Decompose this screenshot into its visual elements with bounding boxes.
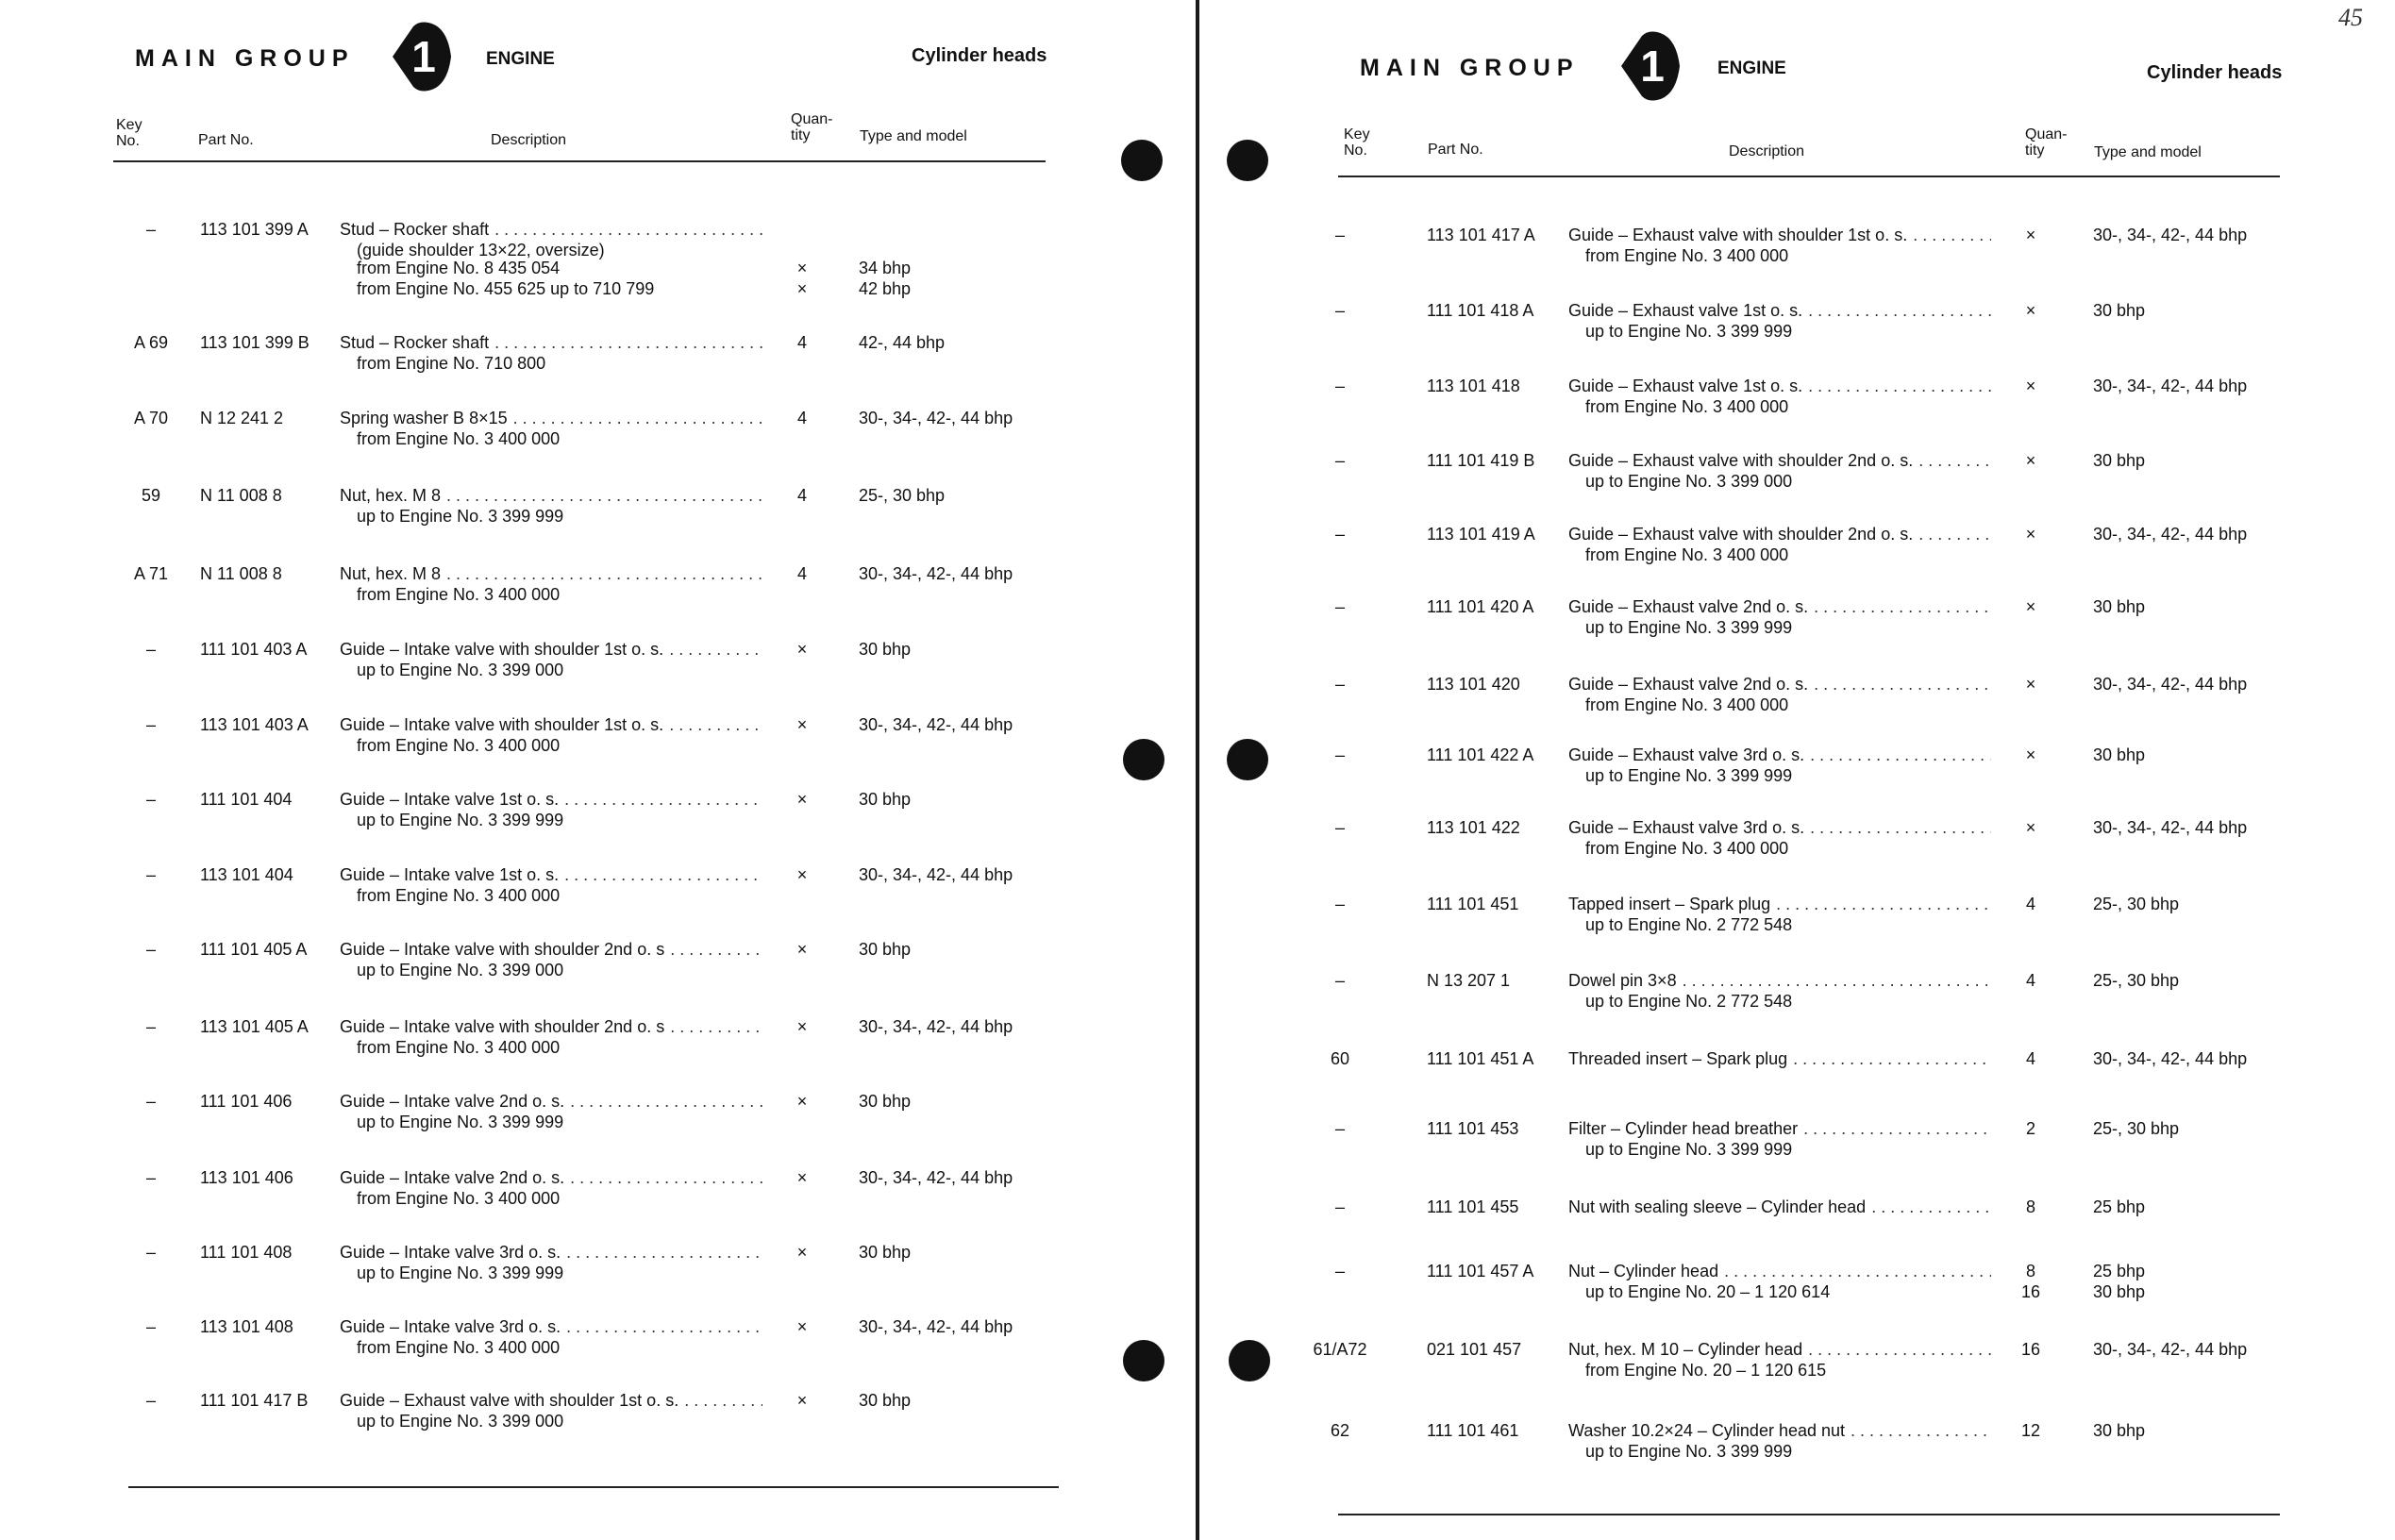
binder-hole — [1227, 739, 1268, 780]
type-model-value: 30 bhp — [2093, 1421, 2146, 1440]
type-model-value: 30-, 34-, 42-, 44 bhp — [859, 564, 1013, 583]
type-model-value: 30-, 34-, 42-, 44 bhp — [859, 1168, 1013, 1187]
type-model — [2093, 970, 2179, 991]
description-note: up to Engine No. 3 399 000 — [357, 961, 564, 979]
description-note: up to Engine No. 3 399 999 — [357, 1264, 564, 1282]
key-number: – — [145, 1092, 156, 1111]
col-desc-header: Description — [491, 132, 567, 148]
type-model-value: 30-, 34-, 42-, 44 bhp — [859, 865, 1013, 884]
description-text: Nut – Cylinder head — [1568, 1262, 1719, 1281]
description-text: Stud – Rocker shaft — [340, 333, 490, 352]
part-number: 111 101 406 — [200, 1092, 293, 1111]
key-number: – — [1334, 525, 1345, 544]
type-model — [2093, 674, 2247, 695]
description-note: (guide shoulder 13×22, oversize) — [357, 241, 605, 259]
type-model — [2093, 1048, 2247, 1069]
description-text: Nut, hex. M 8 — [340, 564, 442, 583]
key-number: – — [1334, 377, 1345, 395]
key-number: – — [145, 1317, 156, 1336]
quantity-value: × — [796, 715, 808, 734]
dot-leader — [1913, 225, 1991, 245]
key-number: – — [1334, 745, 1345, 764]
type-model-value: 30 bhp — [859, 640, 912, 659]
type-model-value: 30-, 34-, 42-, 44 bhp — [859, 1317, 1013, 1336]
col-type-header: Type and model — [860, 128, 967, 144]
key-number: A 70 — [133, 409, 169, 427]
part-number: 111 101 451 A — [1427, 1049, 1534, 1068]
part-number: 111 101 451 — [1427, 895, 1519, 913]
part-number: N 12 241 2 — [200, 409, 284, 427]
description-note: from Engine No. 3 400 000 — [357, 1338, 561, 1357]
type-model-value: 25 bhp — [2093, 1262, 2146, 1281]
key-number: – — [1334, 451, 1345, 470]
dot-leader — [1808, 1339, 1991, 1360]
quantity — [2012, 1420, 2050, 1441]
description-note: up to Engine No. 3 399 999 — [1585, 618, 1793, 637]
description-text: Guide – Exhaust valve 3rd o. s. — [1568, 745, 1805, 764]
description-text: Guide – Intake valve 2nd o. s. — [340, 1168, 565, 1187]
type-model — [2093, 225, 2247, 245]
type-model-value: 30 bhp — [2093, 1282, 2146, 1301]
description-text: Dowel pin 3×8 — [1568, 971, 1677, 990]
type-model — [2093, 817, 2247, 838]
part-number: N 11 008 8 — [200, 486, 282, 505]
header-rule — [1338, 176, 2280, 177]
col-qty-header: Quan- tity — [791, 111, 833, 143]
description-text: Guide – Exhaust valve with shoulder 1st o. s. — [340, 1391, 679, 1410]
quantity — [2012, 300, 2050, 321]
dot-leader — [1810, 817, 1991, 838]
description-text: Guide – Intake valve with shoulder 1st o. s. — [340, 715, 664, 734]
description-text: Guide – Exhaust valve 3rd o. s. — [1568, 818, 1805, 837]
section-title: Cylinder heads — [2147, 62, 2283, 83]
main-group-title: MAIN GROUP — [135, 45, 355, 72]
quantity-value: × — [796, 640, 808, 659]
description-text: Guide – Intake valve 3rd o. s. — [340, 1317, 561, 1336]
description-text: Nut, hex. M 8 — [340, 486, 442, 505]
key-number: – — [145, 940, 156, 959]
engine-label: ENGINE — [1717, 59, 1786, 78]
section-title: Cylinder heads — [912, 45, 1047, 66]
part-number: N 13 207 1 — [1427, 971, 1511, 990]
dot-leader — [1851, 1420, 1991, 1441]
quantity-value: × — [2025, 597, 2036, 616]
description — [1568, 894, 1991, 935]
quantity — [2012, 970, 2050, 991]
quantity — [2012, 1048, 2050, 1069]
description-text: Guide – Exhaust valve with shoulder 1st o. s. — [1568, 226, 1908, 244]
type-model-value: 30 bhp — [2093, 597, 2146, 616]
key-number: – — [145, 865, 156, 884]
part-number: 111 101 457 A — [1427, 1262, 1534, 1281]
part-number: 113 101 418 — [1427, 377, 1520, 395]
key-number: 62 — [1330, 1421, 1350, 1440]
part-number: 113 101 420 — [1427, 675, 1520, 694]
quantity-value: × — [796, 1391, 808, 1410]
description-note: up to Engine No. 3 399 999 — [357, 811, 564, 829]
description-note: from Engine No. 3 400 000 — [357, 1038, 561, 1057]
description-note: up to Engine No. 3 399 999 — [1585, 322, 1793, 341]
quantity-value: 4 — [2025, 971, 2035, 990]
type-model-value: 34 bhp — [859, 259, 912, 277]
key-number: – — [145, 790, 156, 809]
quantity — [2012, 1197, 2050, 1217]
quantity-value: × — [796, 1317, 808, 1336]
description-note: from Engine No. 3 400 000 — [357, 736, 561, 755]
type-model — [2093, 894, 2179, 914]
quantity-value: × — [2025, 525, 2036, 544]
description — [1568, 225, 1991, 266]
col-type-header: Type and model — [2094, 144, 2202, 160]
quantity-value: × — [2025, 745, 2036, 764]
description-note: from Engine No. 3 400 000 — [1585, 246, 1789, 265]
part-number: 111 101 453 — [1427, 1119, 1519, 1138]
key-number: – — [1334, 1262, 1345, 1281]
type-model-value: 30 bhp — [859, 1243, 912, 1262]
description-note: from Engine No. 710 800 — [357, 354, 546, 373]
type-model-value: 25 bhp — [2093, 1197, 2146, 1216]
quantity-value: × — [796, 1092, 808, 1111]
description-text: Filter – Cylinder head breather — [1568, 1119, 1799, 1138]
type-model-value: 30-, 34-, 42-, 44 bhp — [2093, 1049, 2248, 1068]
dot-leader — [1724, 1261, 1991, 1281]
part-number: 113 101 408 — [200, 1317, 293, 1336]
key-number: – — [145, 1391, 156, 1410]
type-model — [2093, 1118, 2179, 1139]
quantity — [2012, 674, 2050, 695]
type-model-value: 30-, 34-, 42-, 44 bhp — [2093, 525, 2248, 544]
quantity-value: × — [796, 279, 808, 298]
description — [1568, 376, 1991, 417]
key-number: – — [145, 1243, 156, 1262]
quantity-value: × — [2025, 226, 2036, 244]
type-model-value: 25-, 30 bhp — [2093, 1119, 2180, 1138]
description-note: up to Engine No. 3 399 999 — [1585, 1140, 1793, 1159]
col-key-header: Key No. — [116, 117, 142, 149]
description-note: from Engine No. 3 400 000 — [1585, 839, 1789, 858]
description-note: from Engine No. 3 400 000 — [1585, 397, 1789, 416]
type-model — [2093, 1420, 2145, 1441]
part-number: 111 101 461 — [1427, 1421, 1519, 1440]
quantity-value: × — [796, 1168, 808, 1187]
quantity-value: 8 — [2025, 1262, 2035, 1281]
dot-leader — [1814, 596, 1991, 617]
description — [1568, 745, 1991, 786]
type-model-value: 30 bhp — [2093, 745, 2146, 764]
type-model-value: 25-, 30 bhp — [2093, 971, 2180, 990]
binder-hole — [1123, 739, 1164, 780]
group-badge-icon — [1610, 28, 1685, 104]
group-number-badge — [1610, 28, 1685, 104]
binder-hole — [1229, 1340, 1270, 1381]
dot-leader — [1803, 1118, 1991, 1139]
part-number: 111 101 455 — [1427, 1197, 1519, 1216]
part-number: 021 101 457 — [1427, 1340, 1522, 1359]
description — [1568, 970, 1991, 1012]
description — [1568, 596, 1991, 638]
footer-rule — [1338, 1514, 2280, 1515]
key-number: – — [1334, 597, 1345, 616]
quantity-value: × — [2025, 818, 2036, 837]
part-number: 111 101 417 B — [200, 1391, 309, 1410]
type-model-value: 30-, 34-, 42-, 44 bhp — [2093, 818, 2248, 837]
description-note: up to Engine No. 3 399 999 — [357, 1113, 564, 1131]
description-text: Spring washer B 8×15 — [340, 409, 508, 427]
key-number: – — [1334, 971, 1345, 990]
type-model-value: 30 bhp — [859, 940, 912, 959]
description — [1568, 674, 1991, 715]
key-number: 61/A72 — [1313, 1340, 1367, 1359]
type-model — [2093, 1197, 2145, 1217]
type-model-value: 30 bhp — [859, 1092, 912, 1111]
quantity — [2012, 596, 2050, 617]
description — [1568, 1048, 1991, 1069]
type-model — [2093, 524, 2247, 544]
quantity — [2012, 1261, 2050, 1302]
part-number: 113 101 399 B — [200, 333, 310, 352]
part-number: 111 101 408 — [200, 1243, 293, 1262]
type-model-value: 30-, 34-, 42-, 44 bhp — [859, 1017, 1013, 1036]
quantity-value: × — [796, 790, 808, 809]
description-note: from Engine No. 3 400 000 — [1585, 545, 1789, 564]
type-model-value: 30 bhp — [859, 790, 912, 809]
type-model — [2093, 745, 2145, 765]
quantity — [2012, 1118, 2050, 1139]
description-note: up to Engine No. 3 399 999 — [1585, 1442, 1793, 1461]
description-note: from Engine No. 455 625 up to 710 799 — [357, 279, 655, 298]
quantity-value: 4 — [2025, 895, 2035, 913]
type-model-value: 30-, 34-, 42-, 44 bhp — [2093, 377, 2248, 395]
key-number: – — [1334, 226, 1345, 244]
description-note: up to Engine No. 3 399 000 — [357, 661, 564, 679]
description — [1568, 1339, 1991, 1381]
quantity-value: 8 — [2025, 1197, 2035, 1216]
quantity — [2012, 450, 2050, 471]
description — [1568, 1197, 1991, 1217]
part-number: 113 101 404 — [200, 865, 293, 884]
type-model-value: 30-, 34-, 42-, 44 bhp — [2093, 675, 2248, 694]
part-number: 113 101 406 — [200, 1168, 293, 1187]
description-text: Tapped insert – Spark plug — [1568, 895, 1771, 913]
description-text: Guide – Exhaust valve with shoulder 2nd o. s. — [1568, 525, 1914, 544]
type-model — [2093, 450, 2145, 471]
key-number: 60 — [1330, 1049, 1350, 1068]
type-model-value: 42-, 44 bhp — [859, 333, 946, 352]
part-number: 113 101 405 A — [200, 1017, 309, 1036]
description-text: Guide – Exhaust valve with shoulder 2nd o. s. — [1568, 451, 1914, 470]
quantity-value: × — [2025, 377, 2036, 395]
group-number: 1 — [411, 32, 436, 81]
type-model — [2093, 376, 2247, 396]
part-number: 111 101 422 A — [1427, 745, 1534, 764]
description-note: from Engine No. 3 400 000 — [357, 429, 561, 448]
dot-leader — [1814, 674, 1991, 695]
binder-hole — [1227, 140, 1268, 181]
dot-leader — [1793, 1048, 1991, 1069]
quantity — [2012, 376, 2050, 396]
type-model — [2093, 300, 2145, 321]
description — [1568, 1420, 1991, 1462]
description-note: from Engine No. 20 – 1 120 615 — [1585, 1361, 1827, 1380]
part-number: 111 101 403 A — [200, 640, 308, 659]
group-number: 1 — [1640, 42, 1665, 91]
description-text: Guide – Intake valve 1st o. s. — [340, 865, 560, 884]
quantity-value: 4 — [796, 409, 807, 427]
quantity-value: 4 — [796, 486, 807, 505]
description-note: from Engine No. 3 400 000 — [357, 1189, 561, 1208]
type-model — [2093, 596, 2145, 617]
description-text: Guide – Exhaust valve 1st o. s. — [1568, 301, 1803, 320]
description-text: Nut, hex. M 10 – Cylinder head — [1568, 1340, 1803, 1359]
part-number: 111 101 420 A — [1427, 597, 1534, 616]
description-text: Guide – Intake valve with shoulder 2nd o. s — [340, 940, 665, 959]
type-model-value: 42 bhp — [859, 279, 912, 298]
col-qty-header: Quan- tity — [2025, 126, 2068, 159]
part-number: 113 101 403 A — [200, 715, 309, 734]
key-number: – — [145, 1168, 156, 1187]
key-number: – — [1334, 675, 1345, 694]
description-note: from Engine No. 3 400 000 — [357, 886, 561, 905]
quantity-value: 16 — [2020, 1340, 2041, 1359]
description — [1568, 1261, 1991, 1302]
part-number: 111 101 404 — [200, 790, 293, 809]
description-text: Guide – Intake valve 3rd o. s. — [340, 1243, 561, 1262]
quantity-value: × — [796, 940, 808, 959]
type-model-value: 30-, 34-, 42-, 44 bhp — [859, 715, 1013, 734]
description-note: up to Engine No. 2 772 548 — [1585, 992, 1793, 1011]
description-text: Stud – Rocker shaft — [340, 220, 490, 239]
description — [1568, 817, 1991, 859]
key-number: A 69 — [133, 333, 169, 352]
quantity — [2012, 894, 2050, 914]
description-note: up to Engine No. 3 399 999 — [357, 507, 564, 526]
description-text: Guide – Intake valve 2nd o. s. — [340, 1092, 565, 1111]
part-number: 113 101 419 A — [1427, 525, 1535, 544]
quantity — [2012, 1339, 2050, 1360]
quantity-value: × — [2025, 451, 2036, 470]
type-model — [2093, 1261, 2145, 1302]
quantity-value: 4 — [2025, 1049, 2035, 1068]
key-number: – — [1334, 895, 1345, 913]
quantity-value: 4 — [796, 333, 807, 352]
description — [1568, 300, 1991, 342]
key-number: – — [145, 1017, 156, 1036]
type-model-value: 30-, 34-, 42-, 44 bhp — [859, 409, 1013, 427]
part-number: 111 101 405 A — [200, 940, 308, 959]
quantity-value: × — [796, 865, 808, 884]
description — [1568, 450, 1991, 492]
part-number: 113 101 417 A — [1427, 226, 1535, 244]
description-text: Washer 10.2×24 – Cylinder head nut — [1568, 1421, 1846, 1440]
binder-hole — [1123, 1340, 1164, 1381]
quantity-value: × — [796, 259, 808, 277]
dot-leader — [1808, 300, 1991, 321]
quantity — [2012, 225, 2050, 245]
part-number: 113 101 422 — [1427, 818, 1520, 837]
quantity — [2012, 745, 2050, 765]
dot-leader — [1776, 894, 1991, 914]
binder-hole — [1121, 140, 1163, 181]
type-model-value: 30-, 34-, 42-, 44 bhp — [2093, 226, 2248, 244]
key-number: – — [145, 715, 156, 734]
dot-leader — [1871, 1197, 1991, 1217]
type-model-value: 25-, 30 bhp — [2093, 895, 2180, 913]
part-number: N 11 008 8 — [200, 564, 282, 583]
description-note: from Engine No. 8 435 054 — [357, 259, 561, 277]
quantity-value: 2 — [2025, 1119, 2035, 1138]
description-text: Guide – Intake valve with shoulder 2nd o. s — [340, 1017, 665, 1036]
description-text: Nut with sealing sleeve – Cylinder head — [1568, 1197, 1867, 1216]
main-group-title: MAIN GROUP — [1360, 55, 1580, 81]
type-model-value: 30 bhp — [2093, 451, 2146, 470]
key-number: – — [145, 220, 156, 239]
description-text: Guide – Exhaust valve 2nd o. s. — [1568, 597, 1809, 616]
quantity-value: × — [2025, 301, 2036, 320]
page-number-handwritten: 45 — [2338, 4, 2363, 31]
description-note: from Engine No. 3 400 000 — [357, 585, 561, 604]
type-model-value: 30-, 34-, 42-, 44 bhp — [2093, 1340, 2248, 1359]
key-number: – — [1334, 1119, 1345, 1138]
description-text: Threaded insert – Spark plug — [1568, 1049, 1788, 1068]
key-number: – — [1334, 818, 1345, 837]
quantity-value: × — [2025, 675, 2036, 694]
key-number: A 71 — [133, 564, 169, 583]
description-text: Guide – Intake valve with shoulder 1st o. s. — [340, 640, 664, 659]
description — [1568, 524, 1991, 565]
part-number: 113 101 399 A — [200, 220, 309, 239]
quantity-value: × — [796, 1017, 808, 1036]
description-note: up to Engine No. 3 399 000 — [1585, 472, 1793, 491]
dot-leader — [1683, 970, 1991, 991]
dot-leader — [1918, 524, 1991, 544]
type-model-value: 30 bhp — [859, 1391, 912, 1410]
type-model-value: 30 bhp — [2093, 301, 2146, 320]
key-number: – — [145, 640, 156, 659]
quantity-value: 4 — [796, 564, 807, 583]
col-part-header: Part No. — [198, 132, 254, 148]
description-text: Guide – Exhaust valve 2nd o. s. — [1568, 675, 1809, 694]
description-note: up to Engine No. 2 772 548 — [1585, 915, 1793, 934]
key-number: – — [1334, 301, 1345, 320]
part-number: 111 101 419 B — [1427, 451, 1535, 470]
description-note: up to Engine No. 3 399 999 — [1585, 766, 1793, 785]
quantity — [2012, 817, 2050, 838]
type-model — [2093, 1339, 2247, 1360]
description-text: Guide – Intake valve 1st o. s. — [340, 790, 560, 809]
engine-label: ENGINE — [486, 49, 555, 69]
quantity-value: × — [796, 1243, 808, 1262]
col-desc-header: Description — [1729, 143, 1805, 159]
col-part-header: Part No. — [1428, 142, 1483, 158]
col-key-header: Key No. — [1344, 126, 1370, 159]
key-number: 59 — [141, 486, 161, 505]
description-note: up to Engine No. 20 – 1 120 614 — [1585, 1282, 1831, 1301]
description-note: up to Engine No. 3 399 000 — [357, 1412, 564, 1431]
dot-leader — [1808, 376, 1991, 396]
description — [1568, 1118, 1991, 1160]
part-number: 111 101 418 A — [1427, 301, 1534, 320]
quantity — [2012, 524, 2050, 544]
description-note: from Engine No. 3 400 000 — [1585, 695, 1789, 714]
quantity-value: 16 — [2020, 1282, 2041, 1301]
key-number: – — [1334, 1197, 1345, 1216]
dot-leader — [1810, 745, 1991, 765]
type-model-value: 25-, 30 bhp — [859, 486, 946, 505]
dot-leader — [1918, 450, 1991, 471]
quantity-value: 12 — [2020, 1421, 2041, 1440]
description-text: Guide – Exhaust valve 1st o. s. — [1568, 377, 1803, 395]
